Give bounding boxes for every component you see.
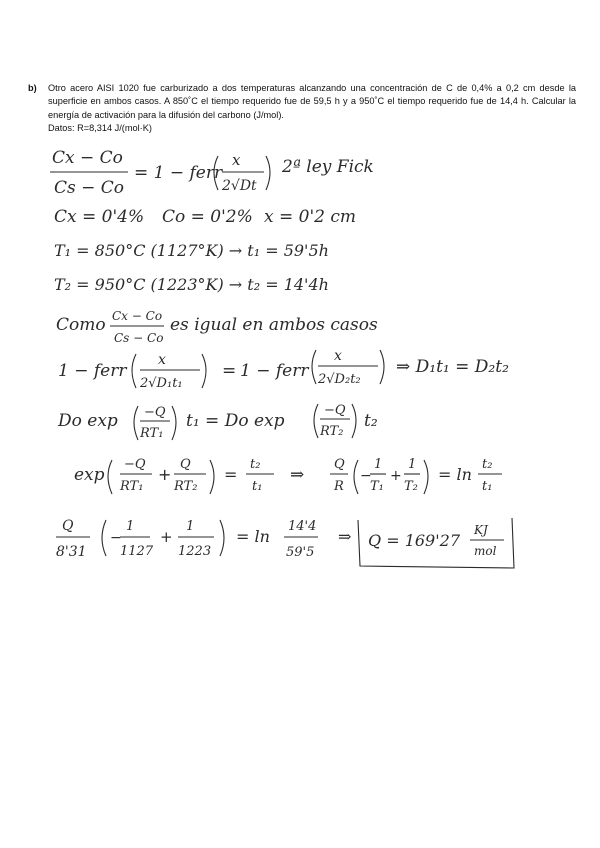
- eq3-paren-2: [202, 354, 206, 388]
- t1-line: T₁ = 850°C (1127°K) → t₁ = 59'5h: [54, 241, 329, 260]
- eq3-left-numerator: x: [158, 352, 166, 368]
- eq4-paren-2: [172, 406, 176, 440]
- eq4-a-denominator: RT₁: [140, 426, 164, 441]
- eq3-right-numerator: x: [334, 348, 342, 364]
- eq5-arrow: ⇒: [290, 465, 305, 485]
- given-x: x = 0'2 cm: [264, 207, 356, 227]
- eq6-ln-denominator: 59'5: [286, 545, 315, 560]
- eq5-equals: =: [224, 465, 238, 484]
- eq4-b-denominator: RT₂: [320, 424, 344, 439]
- eq5-paren-2: [210, 460, 214, 494]
- eq4-paren-1: [134, 406, 138, 440]
- eq5-plus: +: [158, 465, 172, 484]
- eq6-b-denominator: 1223: [178, 544, 212, 559]
- eq1-middle: = 1 − ferr: [134, 163, 223, 183]
- eq5-i1-numerator: 1: [374, 457, 383, 472]
- eq3-result: ⇒ D₁t₁ = D₂t₂: [396, 357, 509, 377]
- eq6-minus: −: [110, 530, 122, 546]
- eq5-plus-2: +: [390, 468, 402, 484]
- como-word: Como: [56, 315, 106, 335]
- eq3-right-denominator: 2√D₂t₂: [318, 372, 361, 387]
- eq5-i1-denominator: T₁: [370, 479, 384, 494]
- problem-label: b): [28, 83, 37, 93]
- problem-text: Otro acero AISI 1020 fue carburizado a dos temperaturas alcanzando una concentración de C de 0,4% a 0,2 cm desde la superficie en ambos casos. A 850˚C el tiempo requerido fue de 59,5 h y a 950˚C el tiempo requerido fue de 14,4 h. Calcular la energía de activación para la difusión del carbono (J/mol).: [48, 83, 576, 120]
- eq3-right: 1 − ferr: [240, 361, 309, 381]
- eq5-t-numerator: t₂: [250, 457, 261, 472]
- arrhenius-equation: [57, 403, 378, 441]
- final-equation: [56, 518, 514, 568]
- answer-box: [358, 518, 514, 568]
- eq6-ln-numerator: 14'4: [288, 519, 317, 534]
- answer-unit-denominator: mol: [474, 544, 497, 558]
- eq3-left: 1 − ferr: [58, 361, 127, 381]
- eq4-paren-4: [352, 404, 356, 438]
- como-fraction-denominator: Cs − Co: [114, 331, 164, 345]
- t2-line: T₂ = 950°C (1223°K) → t₂ = 14'4h: [54, 275, 329, 294]
- log-equation: [74, 457, 502, 494]
- eq6-q-denominator: 8'31: [56, 544, 87, 560]
- eq5-qr-numerator: Q: [334, 457, 345, 472]
- como-rest: es igual en ambos casos: [170, 315, 378, 335]
- eq5-qr-denominator: R: [334, 479, 344, 494]
- answer-value: Q = 169'27: [368, 531, 460, 550]
- eq1-lhs-denominator: Cs − Co: [54, 178, 125, 198]
- eq5-ln-numerator: t₂: [482, 457, 493, 472]
- eq5-t-denominator: t₁: [252, 479, 263, 494]
- eq6-arrow: ⇒: [338, 527, 352, 546]
- eq5-q2-numerator: Q: [180, 457, 191, 472]
- eq3-paren-3: [312, 350, 316, 384]
- eq3-paren-4: [380, 350, 384, 384]
- eq6-q-numerator: Q: [62, 518, 74, 534]
- eq4-paren-3: [314, 404, 318, 438]
- como-fraction-numerator: Cx − Co: [112, 309, 163, 323]
- equality-equation: [58, 348, 509, 391]
- eq4-a-numerator: −Q: [144, 405, 166, 420]
- eq6-a-numerator: 1: [126, 519, 135, 534]
- eq3-left-denominator: 2√D₁t₁: [140, 376, 183, 391]
- eq5-paren-4: [424, 460, 428, 494]
- eq5-paren-1: [108, 460, 112, 494]
- given-values: [54, 207, 356, 294]
- eq6-plus: +: [160, 528, 173, 546]
- given-co: Co = 0'2%: [162, 207, 253, 227]
- eq4-a: Do exp: [58, 411, 118, 431]
- problem-data: Datos: R=8,314 J/(mol·K): [48, 123, 152, 134]
- eq5-minus: −: [360, 468, 372, 484]
- eq4-b-numerator: −Q: [324, 403, 346, 418]
- eq1-arg-numerator: x: [232, 151, 241, 169]
- eq5-exp: exp: [74, 465, 105, 485]
- eq5-q2-denominator: RT₂: [174, 479, 198, 494]
- eq4-a-t: t₁ = Do exp: [186, 411, 285, 431]
- eq5-i2-denominator: T₂: [404, 479, 418, 494]
- eq5-i2-numerator: 1: [408, 457, 417, 472]
- eq5-ln: = ln: [438, 465, 472, 484]
- eq5-q1-numerator: −Q: [124, 457, 146, 472]
- eq6-paren-1: [102, 520, 106, 556]
- como-line: [56, 309, 378, 345]
- eq6-a-denominator: 1127: [120, 544, 154, 559]
- eq1-note: 2ª ley Fick: [282, 157, 374, 177]
- eq5-paren-3: [354, 460, 358, 494]
- given-cx: Cx = 0'4%: [54, 207, 145, 227]
- eq4-b-t: t₂: [364, 411, 378, 431]
- eq3-paren-1: [132, 354, 136, 388]
- eq1-arg-denominator: 2√Dt: [222, 178, 257, 194]
- fick-equation: [50, 148, 374, 198]
- eq3-equals: =: [222, 361, 237, 381]
- eq5-ln-denominator: t₁: [482, 479, 493, 494]
- eq1-close-paren: [266, 156, 270, 190]
- eq5-q1-denominator: RT₁: [120, 479, 144, 494]
- eq1-lhs-numerator: Cx − Co: [52, 148, 123, 168]
- eq6-ln: = ln: [236, 527, 270, 546]
- eq6-b-numerator: 1: [186, 519, 195, 534]
- answer-unit-numerator: KJ: [474, 523, 488, 537]
- eq6-paren-2: [220, 520, 224, 556]
